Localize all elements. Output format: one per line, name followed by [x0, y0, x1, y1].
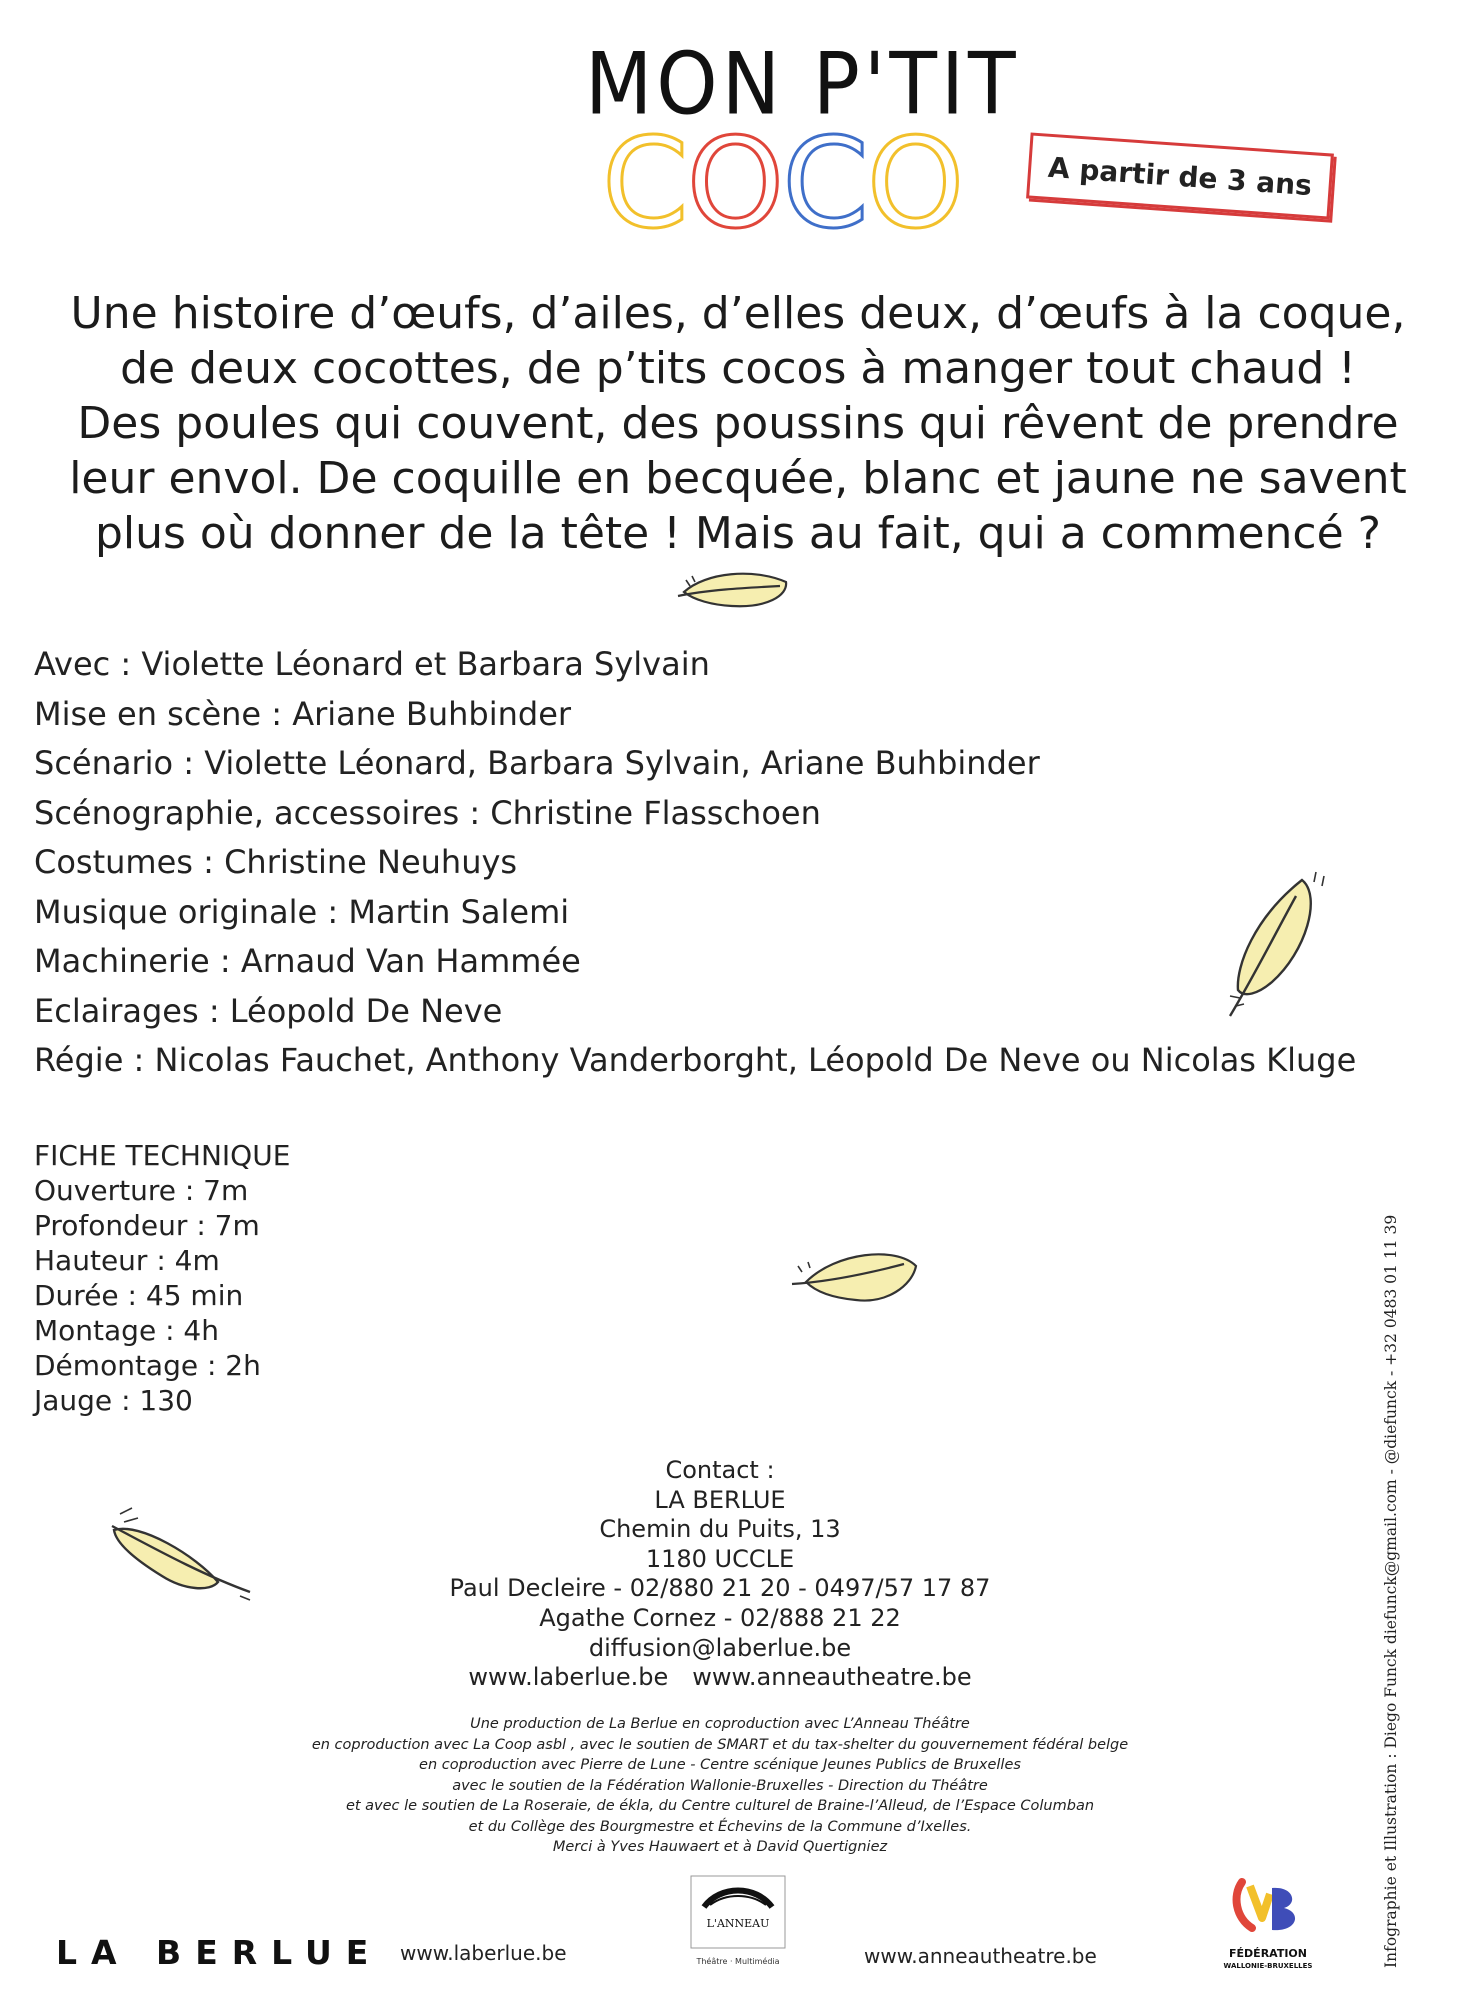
- production-line: Une production de La Berlue en coproduction avec L’Anneau Théâtre: [470, 1716, 970, 1732]
- production-line: en coproduction avec La Coop asbl , avec le soutien de SMART et du tax-shelter du gouvernement fédéral belge: [311, 1736, 1129, 1753]
- berlue-url-link[interactable]: www.laberlue.be: [400, 1941, 567, 1965]
- credit-line: Eclairages : Léopold De Neve: [34, 991, 503, 1030]
- credit-line: Scénographie, accessoires : Christine Flasschoen: [34, 793, 821, 832]
- title-coco-letter: O: [866, 112, 963, 256]
- production-line: et du Collège des Bourgmestre et Échevins de la Commune d’Ixelles.: [468, 1818, 972, 1835]
- anneau-url-link[interactable]: www.anneautheatre.be: [864, 1944, 1097, 1968]
- tech-line: Durée : 45 min: [34, 1279, 244, 1312]
- production-line: Merci à Yves Hauwaert et à David Quertigniez: [552, 1839, 888, 1855]
- feather-icon: [676, 566, 796, 616]
- feather-icon: [100, 1500, 260, 1610]
- tech-line: Hauteur : 4m: [34, 1244, 220, 1277]
- technical-sheet-title: FICHE TECHNIQUE: [34, 1139, 291, 1172]
- contact-line: Paul Decleire - 02/880 21 20 - 0497/57 17 87: [449, 1574, 991, 1603]
- contact-heading: Contact :: [665, 1456, 775, 1484]
- contact-site-link[interactable]: www.laberlue.be: [468, 1663, 669, 1692]
- technical-sheet: [34, 1138, 290, 1418]
- anneau-logo-text: L'ANNEAU: [706, 1917, 770, 1930]
- tech-line: Jauge : 130: [34, 1384, 193, 1417]
- credit-line: Costumes : Christine Neuhuys: [34, 843, 518, 881]
- title-coco-letter: O: [686, 112, 783, 256]
- title-line-1: MON P'TIT: [585, 35, 1020, 135]
- fwb-text: WALLONIE-BRUXELLES: [1223, 1962, 1313, 1970]
- production-line: et avec le soutien de La Roseraie, de ékla, du Centre culturel de Braine-l’Alleud, de l’Espace Columban: [345, 1798, 1095, 1814]
- contact-site-link[interactable]: www.anneautheatre.be: [692, 1663, 972, 1692]
- contact-block: [420, 1456, 1020, 1693]
- anneau-eye-icon: [690, 1875, 786, 1949]
- fwb-text: FÉDÉRATION: [1229, 1947, 1307, 1960]
- credits-list: [34, 640, 1414, 1086]
- title-coco: [602, 112, 963, 256]
- production-credits: [180, 1714, 1260, 1858]
- credit-line: Musique originale : Martin Salemi: [34, 892, 570, 931]
- credit-line: Avec : Violette Léonard et Barbara Sylvain: [34, 645, 710, 683]
- fwb-logo: [1218, 1874, 1318, 1984]
- contact-line: Chemin du Puits, 13: [599, 1515, 841, 1544]
- side-credit: Infographie et Illustration : Diego Funck diefunck@gmail.com - @diefunck - +32 0483 01 11 39: [1382, 1214, 1400, 1968]
- tech-line: Ouverture : 7m: [34, 1174, 249, 1207]
- intro-line: de deux cocottes, de p’tits cocos à manger tout chaud !: [120, 343, 1356, 394]
- production-line: en coproduction avec Pierre de Lune - Centre scénique Jeunes Publics de Bruxelles: [419, 1757, 1021, 1773]
- title-coco-letter: C: [602, 112, 687, 256]
- credit-line: Régie : Nicolas Fauchet, Anthony Vanderborght, Léopold De Neve ou Nicolas Kluge: [34, 1041, 1357, 1079]
- la-berlue-logo: LA BERLUE: [56, 1933, 383, 1972]
- tech-line: Profondeur : 7m: [34, 1209, 260, 1242]
- intro-line: leur envol. De coquille en becquée, blanc et jaune ne savent: [69, 453, 1407, 504]
- contact-email[interactable]: diffusion@laberlue.be: [588, 1633, 852, 1662]
- fwb-emblem-icon: [1228, 1874, 1308, 1944]
- production-line: avec le soutien de la Fédération Wallonie-Bruxelles - Direction du Théâtre: [452, 1777, 988, 1794]
- contact-sites: [420, 1663, 1020, 1693]
- age-badge: A partir de 3 ans: [1026, 132, 1334, 219]
- tech-line: Démontage : 2h: [34, 1349, 261, 1382]
- title-coco-letter: C: [782, 112, 867, 256]
- feather-icon: [786, 1242, 926, 1322]
- intro-line: Une histoire d’œufs, d’ailes, d’elles deux, d’œufs à la coque,: [70, 288, 1406, 339]
- credit-line: Mise en scène : Ariane Buhbinder: [34, 694, 572, 733]
- contact-line: 1180 UCCLE: [645, 1544, 795, 1573]
- intro-line: Des poules qui couvent, des poussins qui rêvent de prendre: [77, 398, 1399, 449]
- intro-paragraph: [40, 286, 1436, 561]
- credit-line: Scénario : Violette Léonard, Barbara Sylvain, Ariane Buhbinder: [34, 744, 1040, 782]
- intro-line: plus où donner de la tête ! Mais au fait, qui a commencé ?: [94, 508, 1382, 559]
- tech-line: Montage : 4h: [34, 1314, 219, 1347]
- anneau-subtitle: Théâtre · Multimédia: [696, 1957, 780, 1966]
- contact-line: Agathe Cornez - 02/888 21 22: [539, 1603, 901, 1632]
- anneau-logo: [690, 1875, 786, 1985]
- credit-line: Machinerie : Arnaud Van Hammée: [34, 942, 581, 980]
- contact-line: LA BERLUE: [654, 1485, 786, 1514]
